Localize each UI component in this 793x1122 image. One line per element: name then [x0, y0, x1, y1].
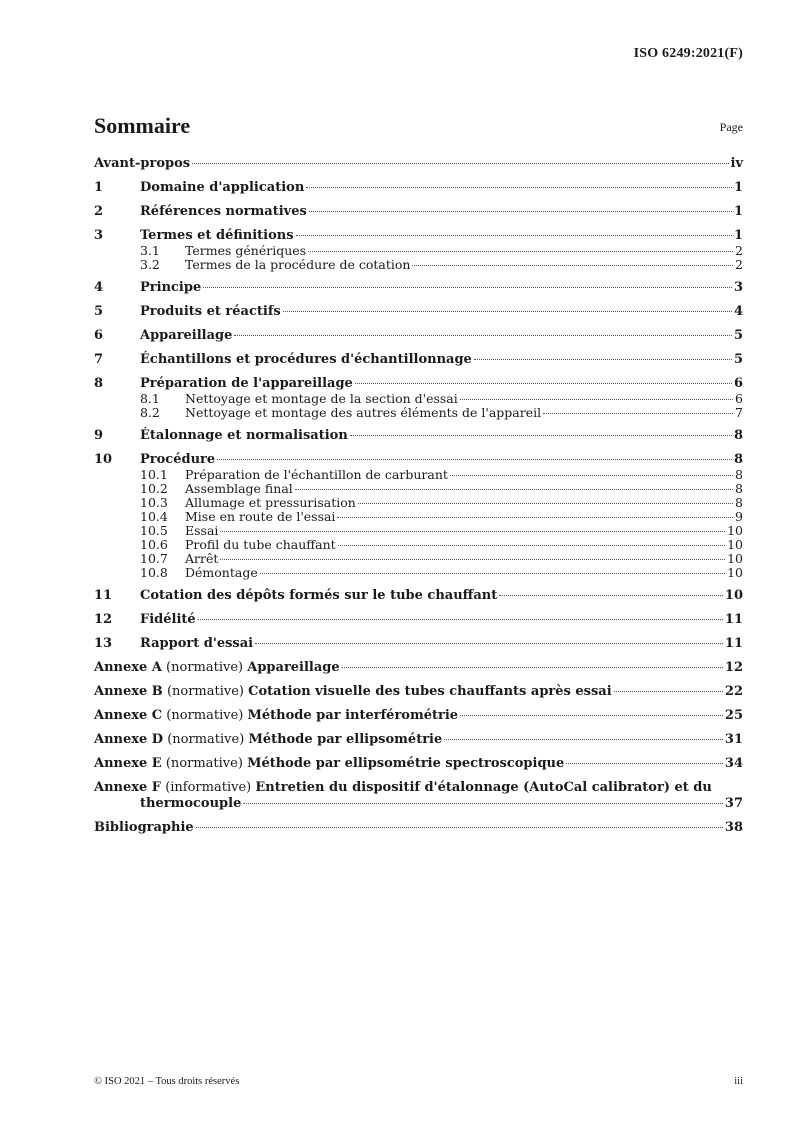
toc-label: Mise en route de l'essai	[185, 509, 336, 524]
toc-label: Cotation des dépôts formés sur le tube chauffant	[140, 588, 498, 603]
toc-number: 12	[94, 612, 113, 627]
toc-number: 2	[94, 204, 104, 219]
toc-page: 10	[727, 565, 743, 580]
toc-page: 10	[727, 523, 743, 538]
dot-leader	[355, 383, 732, 384]
toc-number: 10.8	[140, 565, 168, 580]
toc-entry-10[interactable]	[94, 452, 743, 468]
toc-number: 8	[94, 376, 104, 391]
annex-type: (normative)	[165, 756, 243, 771]
dot-leader	[450, 475, 733, 476]
dot-leader	[196, 827, 723, 828]
dot-leader	[203, 287, 732, 288]
toc-entry-10-5[interactable]	[94, 524, 743, 538]
annex-type: (normative)	[166, 660, 244, 675]
toc-entry-12[interactable]	[94, 612, 743, 628]
annex-f-line-2	[94, 796, 743, 812]
dot-leader	[295, 489, 733, 490]
toc-label: Principe	[140, 280, 202, 295]
dot-leader	[543, 413, 733, 414]
dot-leader	[460, 399, 733, 400]
page-column-label: Page	[719, 120, 743, 134]
toc-page: 1	[733, 204, 743, 219]
toc-label: Procédure	[140, 452, 216, 467]
toc-label: Bibliographie	[94, 820, 194, 835]
toc-page: 6	[735, 391, 743, 406]
annex-prefix: Annexe E	[94, 756, 162, 771]
dot-leader	[306, 187, 732, 188]
dot-leader	[296, 235, 732, 236]
dot-leader	[460, 715, 723, 716]
dot-leader	[412, 265, 733, 266]
toc-entry-13[interactable]	[94, 636, 743, 652]
toc-entry-11[interactable]	[94, 588, 743, 604]
toc-entry-3-1[interactable]	[94, 244, 743, 258]
toc-page: iv	[730, 156, 743, 171]
toc-number: 8.2	[140, 405, 160, 420]
toc-entry-annex-a[interactable]	[94, 660, 743, 676]
toc-entry-8-2[interactable]	[94, 406, 743, 420]
toc-entry-10-2[interactable]	[94, 482, 743, 496]
dot-leader	[614, 691, 723, 692]
dot-leader	[566, 763, 723, 764]
toc-page: 5	[733, 352, 743, 367]
dot-leader	[243, 803, 723, 804]
annex-f-line-1	[94, 780, 743, 796]
toc-entry-7[interactable]	[94, 352, 743, 368]
toc-label: Termes génériques	[185, 243, 307, 258]
toc-page: 31	[724, 732, 743, 747]
toc-page: 7	[735, 405, 743, 420]
toc-label: Arrêt	[185, 551, 219, 566]
dot-leader	[474, 359, 732, 360]
toc-number: 10.6	[140, 537, 168, 552]
dot-leader	[309, 211, 732, 212]
toc-number: 5	[94, 304, 104, 319]
toc-label: Appareillage	[140, 328, 233, 343]
annex-title: Cotation visuelle des tubes chauffants après essai	[248, 684, 612, 699]
annex-prefix: Annexe F	[94, 780, 162, 795]
toc-label: Démontage	[185, 565, 258, 580]
toc-page: 25	[724, 708, 743, 723]
toc-entry-bibliographie[interactable]	[94, 820, 743, 836]
annex-label	[94, 684, 612, 700]
toc-entry-9[interactable]	[94, 428, 743, 444]
toc-entry-3-2[interactable]	[94, 258, 743, 272]
toc-label: Rapport d'essai	[140, 636, 254, 651]
table-of-contents	[94, 156, 743, 836]
dot-leader	[198, 619, 723, 620]
toc-page: 5	[733, 328, 743, 343]
toc-label: Produits et réactifs	[140, 304, 281, 319]
toc-page: 9	[735, 509, 743, 524]
annex-prefix: Annexe D	[94, 732, 164, 747]
annex-label	[94, 756, 564, 772]
page-title: Sommaire	[94, 113, 191, 138]
toc-page: 37	[724, 796, 743, 811]
toc-page: 22	[724, 684, 743, 699]
toc-entry-annex-c[interactable]	[94, 708, 743, 724]
annex-prefix: Annexe A	[94, 660, 162, 675]
toc-number: 11	[94, 588, 113, 603]
toc-number: 10.1	[140, 467, 168, 482]
toc-page: 11	[724, 636, 743, 651]
toc-entry-10-7[interactable]	[94, 552, 743, 566]
toc-entry-8-1[interactable]	[94, 392, 743, 406]
toc-label: Nettoyage et montage de la section d'essai	[185, 391, 458, 406]
annex-title-line-1: Entretien du dispositif d'étalonnage (AutoCal calibrator) et du	[255, 780, 712, 795]
annex-type: (normative)	[166, 708, 244, 723]
toc-entry-annex-b[interactable]	[94, 684, 743, 700]
toc-entry-2[interactable]	[94, 204, 743, 220]
annex-title: Appareillage	[247, 660, 340, 675]
toc-entry-1[interactable]	[94, 180, 743, 196]
toc-label: Avant-propos	[94, 156, 191, 171]
toc-entry-10-1[interactable]	[94, 468, 743, 482]
toc-page: 4	[733, 304, 743, 319]
toc-entry-avant-propos[interactable]	[94, 156, 743, 172]
annex-label	[94, 708, 458, 724]
annex-title: Méthode par ellipsométrie spectroscopique	[247, 756, 565, 771]
footer-copyright: © ISO 2021 – Tous droits réservés	[94, 1076, 240, 1087]
dot-leader	[220, 559, 725, 560]
toc-label: Profil du tube chauffant	[185, 537, 336, 552]
toc-entry-5[interactable]	[94, 304, 743, 320]
toc-label: Fidélité	[140, 612, 196, 627]
dot-leader	[192, 163, 728, 164]
toc-entry-annex-d[interactable]	[94, 732, 743, 748]
toc-entry-annex-e[interactable]	[94, 756, 743, 772]
toc-page: 11	[724, 612, 743, 627]
toc-page: 8	[735, 467, 743, 482]
dot-leader	[444, 739, 723, 740]
toc-entry-10-4[interactable]	[94, 510, 743, 524]
toc-page: 8	[735, 495, 743, 510]
toc-label: Nettoyage et montage des autres éléments de l'appareil	[185, 405, 542, 420]
toc-number: 6	[94, 328, 104, 343]
toc-number: 3.1	[140, 243, 160, 258]
toc-number: 4	[94, 280, 104, 295]
toc-number: 10.4	[140, 509, 168, 524]
toc-label: Essai	[185, 523, 219, 538]
toc-number: 8.1	[140, 391, 160, 406]
toc-page: 8	[735, 481, 743, 496]
toc-label: Termes et définitions	[140, 228, 294, 243]
annex-type: (normative)	[166, 684, 244, 699]
toc-entry-4[interactable]	[94, 280, 743, 296]
toc-label: Étalonnage et normalisation	[140, 428, 348, 443]
dot-leader	[255, 643, 723, 644]
toc-page: 2	[735, 243, 743, 258]
dot-leader	[338, 545, 725, 546]
toc-number: 10.3	[140, 495, 168, 510]
toc-page: 8	[733, 428, 743, 443]
toc-label: Préparation de l'appareillage	[140, 376, 353, 391]
toc-label: Domaine d'application	[140, 180, 305, 195]
dot-leader	[234, 335, 732, 336]
toc-page: 34	[724, 756, 743, 771]
toc-label: Termes de la procédure de cotation	[185, 257, 411, 272]
toc-page: 10	[727, 551, 743, 566]
toc-label: Allumage et pressurisation	[185, 495, 356, 510]
toc-number: 9	[94, 428, 104, 443]
toc-label: Échantillons et procédures d'échantillonnage	[140, 352, 472, 367]
toc-entry-8[interactable]	[94, 376, 743, 392]
toc-entry-annex-f[interactable]	[94, 780, 743, 812]
dot-leader	[499, 595, 723, 596]
toc-page: 10	[724, 588, 743, 603]
toc-entry-10-8[interactable]	[94, 566, 743, 580]
toc-number: 10	[94, 452, 113, 467]
toc-entry-3[interactable]	[94, 228, 743, 244]
dot-leader	[220, 531, 725, 532]
toc-label: Références normatives	[140, 204, 307, 219]
annex-label	[94, 660, 340, 676]
dot-leader	[283, 311, 732, 312]
dot-leader	[260, 573, 725, 574]
toc-number: 3	[94, 228, 104, 243]
annex-title-line-2: thermocouple	[140, 796, 242, 811]
toc-page: 1	[733, 228, 743, 243]
dot-leader	[217, 459, 732, 460]
toc-entry-10-3[interactable]	[94, 496, 743, 510]
annex-prefix: Annexe C	[94, 708, 163, 723]
toc-page: 3	[733, 280, 743, 295]
toc-number: 10.2	[140, 481, 168, 496]
toc-number: 10.7	[140, 551, 168, 566]
toc-label: Préparation de l'échantillon de carburant	[185, 467, 448, 482]
toc-page: 1	[733, 180, 743, 195]
toc-number: 7	[94, 352, 104, 367]
dot-leader	[337, 517, 733, 518]
annex-title: Méthode par interférométrie	[247, 708, 459, 723]
toc-page: 12	[724, 660, 743, 675]
toc-number: 1	[94, 180, 104, 195]
dot-leader	[350, 435, 732, 436]
toc-entry-6[interactable]	[94, 328, 743, 344]
toc-label: Assemblage final	[185, 481, 293, 496]
dot-leader	[342, 667, 723, 668]
document-reference: ISO 6249:2021(F)	[633, 46, 743, 61]
toc-page: 2	[735, 257, 743, 272]
annex-prefix: Annexe B	[94, 684, 163, 699]
dot-leader	[358, 503, 733, 504]
toc-page: 10	[727, 537, 743, 552]
annex-label	[94, 732, 442, 748]
toc-page: 8	[733, 452, 743, 467]
dot-leader	[308, 251, 733, 252]
toc-entry-10-6[interactable]	[94, 538, 743, 552]
toc-number: 3.2	[140, 257, 160, 272]
toc-page: 38	[724, 820, 743, 835]
toc-page: 6	[733, 376, 743, 391]
annex-title: Méthode par ellipsométrie	[248, 732, 443, 747]
footer-page-number: iii	[734, 1076, 743, 1087]
annex-type: (normative)	[167, 732, 245, 747]
annex-type: (informative)	[165, 780, 252, 795]
toc-number: 13	[94, 636, 113, 651]
toc-number: 10.5	[140, 523, 168, 538]
